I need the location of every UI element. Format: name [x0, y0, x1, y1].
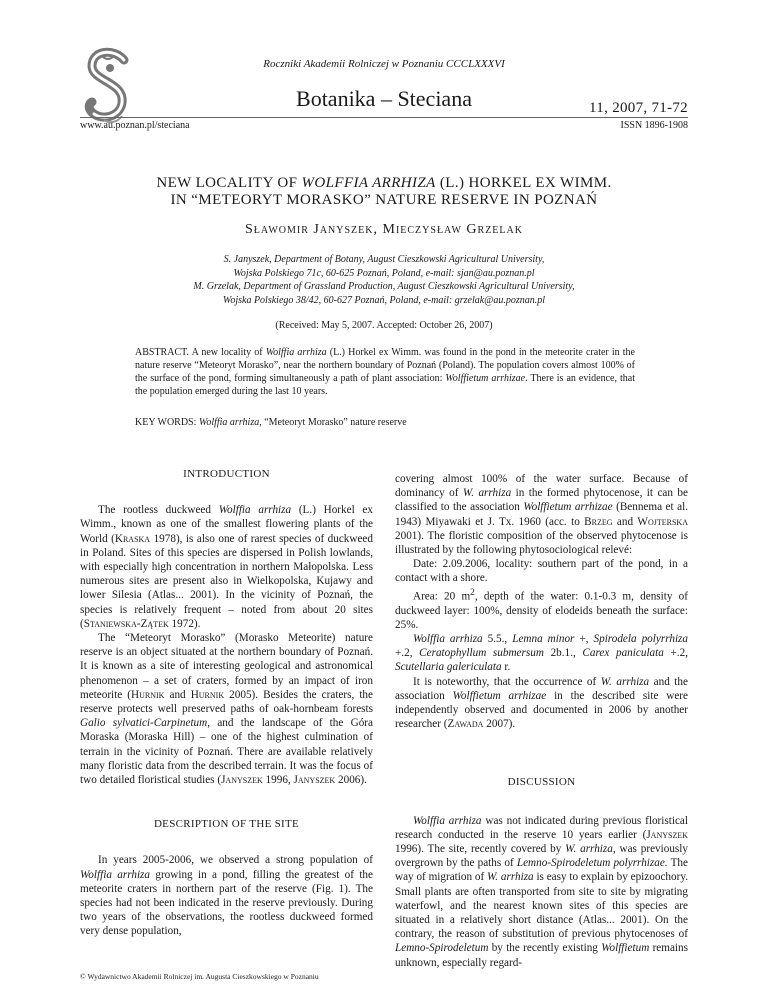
issn: ISSN 1896-1908: [620, 120, 688, 131]
journal-name: Roczniki Akademii Rolniczej w Poznaniu CCCLXXXVI: [263, 58, 505, 70]
paragraph: Wolffia arrhiza was not indicated during previous floristical research conducted in the reserve 10 years earlier (Janyszek 1996). The site, recently covered by W. arrhiza, was previously overgrown by the paths of Lemno-Spirodeletum polyrrhizae. The way of migration of W. arrhiza is easy to explain by epizoochory. Small plants are often transported from site to site by migrating waterfowl, and the nearest known sites of this species are situated in a relatively short distance (Atlas... 2001). On the contrary, the reason of substitution of previous phytocenoses of Lemno-Spirodeletum by the recently existing Wolffietum remains unknown, especially regard-: [395, 814, 688, 969]
affiliation-line: Wojska Polskiego 71c, 60-625 Poznań, Poland, e-mail: sjan@au.poznan.pl: [233, 267, 535, 279]
received-dates: (Received: May 5, 2007. Accepted: October 26, 2007): [275, 320, 493, 331]
authors: Sławomir Janyszek, Mieczysław Grzelak: [245, 222, 523, 237]
series-title: Botanika – Steciana: [296, 86, 472, 111]
paragraph: The “Meteoryt Morasko” (Morasko Meteorite) nature reserve is an object situated at the northern boundary of Poznań. It is known as a site of interesting geological and astronomical phenomenon – a set of craters, formed by an impact of iron meteorite (Hurnik and Hurnik 2005). Besides the craters, the reserve protects well preserved paths of oak-hornbeam forests Galio sylvatici-Carpinetum, and the landscape of the Góra Moraska (Moraska Hill) – one of the highest culmination of terrain in the vicinity of Poznań. There are available relatively many floristic data from the described terrain. It was the focus of two detailed floristical studies (Janyszek 1996, Janyszek 2006).: [80, 632, 373, 787]
copyright-footer: © Wydawnictwo Akademii Rolniczej im. Augusta Cieszkowskiego w Poznaniu: [80, 972, 319, 981]
keywords: KEY WORDS: Wolffia arrhiza, “Meteoryt Morasko” nature reserve: [135, 417, 407, 428]
header-divider: [80, 117, 688, 118]
paragraph: covering almost 100% of the water surface. Because of dominancy of W. arrhiza in the formed phytocenose, it can be classified to the association Wolffietum arrhizae (Bennema et al. 1943) Miyawaki et J. Tx. 1960 (acc. to Brzeg and Wojterska 2001). The floristic composition of the observed phytocenose is illustrated by the following phytosociological relevé:: [395, 473, 689, 557]
paragraph: The rootless duckweed Wolffia arrhiza (L.) Horkel ex Wimm., known as one of the smallest flowering plants of the World (Kraska 1978), is also one of rarest species of duckweed in Poland. Sites of this species are dispersed in Polish lowlands, with especially high concentration in northern Małopolska. Less numerous sites are present also in Wielkopolska, Kujawy and lower Silesia (Atlas... 2001). In the vicinity of Poznań, the species is relatively frequent – noted from about 20 sites (Staniewska-Zątek 1972).: [80, 504, 373, 630]
volume-info: 11, 2007, 71-72: [589, 100, 688, 116]
left-column: [80, 467, 373, 939]
affiliation-line: S. Janyszek, Department of Botany, August Cieszkowski Agricultural University,: [223, 254, 545, 265]
article-title: NEW LOCALITY OF WOLFFIA ARRHIZA (L.) HORKEL EX WIMM. IN “METEORYT MORASKO” NATURE RESERVE IN POZNAŃ: [156, 175, 612, 208]
paragraph: Date: 2.09.2006, locality: southern part of the pond, in a contact with a shore.: [395, 558, 688, 585]
paragraph: Area: 20 $m^2$, depth of the water: 0.1-0.3 m, density of duckweed layer: 100%, density of elodeids beneath the surface: 25%.: [395, 587, 689, 631]
paragraph: In years 2005-2006, we observed a strong population of Wolffia arrhiza growing in a pond, filling the greatest of the meteorite craters in northern part of the reserve (Fig. 1). The species had not been indicated in the reserve previously. During two years of the observations, the rootless duckweed formed very dense population,: [80, 854, 373, 938]
affiliation-line: Wojska Polskiego 38/42, 60-627 Poznań, Poland, e-mail: grzelak@au.poznan.pl: [222, 294, 546, 306]
paragraph: Wolffia arrhiza 5.5., Lemna minor +, Spirodela polyrrhiza +.2, Ceratophyllum submersum 2b.1., Carex paniculata +.2, Scutellaria galericulata r.: [395, 632, 688, 674]
journal-url[interactable]: www.au.poznan.pl/steciana: [80, 120, 190, 131]
abstract: ABSTRACT. A new locality of Wolffia arrhiza (L.) Horkel ex Wimm. was found in the pond in the meteorite crater in the nature reserve “Meteoryt Morasko”, near the northern boundary of Poznań (Poland). The population covers almost 100% of the surface of the pond, forming simultaneously a path of plant association: Wolffietum arrhizae. There is an evidence, that the population emerged during the last 10 years.: [135, 347, 635, 397]
paragraph: It is noteworthy, that the occurrence of W. arrhiza and the association Wolffietum arrhizae in the described site were independently observed and documented in 2006 by another researcher (Zawada 2007).: [395, 675, 688, 731]
affiliation-line: M. Grzelak, Department of Grassland Production, August Cieszkowski Agricultural University,: [193, 281, 575, 292]
right-column: [395, 472, 688, 970]
section-heading-description: DESCRIPTION OF THE SITE: [153, 818, 300, 831]
affiliations: [0, 253, 768, 307]
section-heading-discussion: DISCUSSION: [507, 776, 576, 789]
section-heading-introduction: INTRODUCTION: [183, 468, 270, 480]
